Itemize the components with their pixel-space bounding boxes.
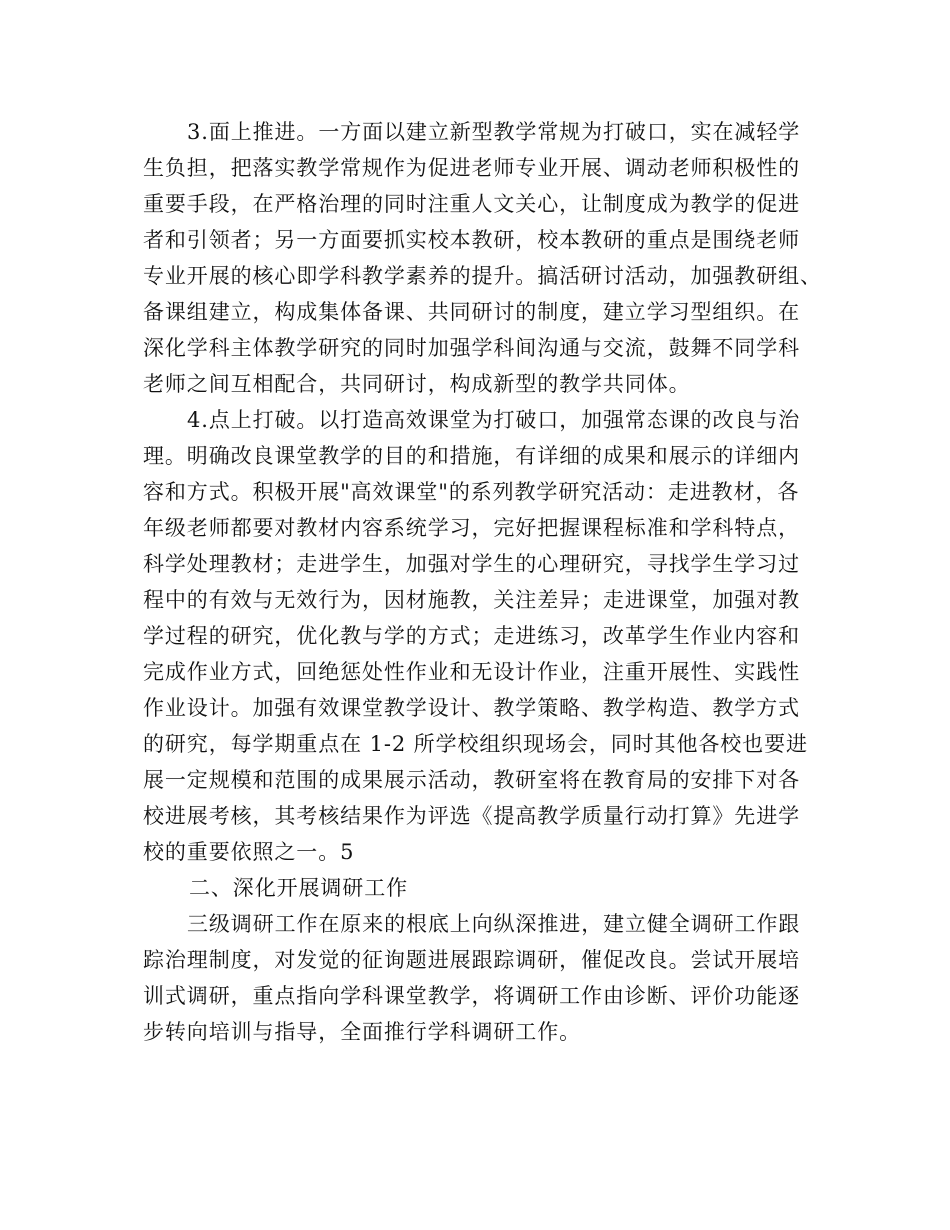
paragraph-3-line-4: 者和引领者；另一方面要抓实校本教研，校本教研的重点是围绕老师: [143, 228, 800, 252]
paragraph-4-line-10: 的研究，每学期重点在 1-2 所学校组织现场会，同时其他各校也要进: [143, 732, 808, 756]
paragraph-4-line-5: 科学处理教材；走进学生，加强对学生的心理研究，寻找学生学习过: [143, 552, 800, 576]
paragraph-4-line-13: 校的重要依照之一。5: [143, 840, 355, 864]
paragraph-4-line-8: 完成作业方式，回绝惩处性作业和无设计作业，注重开展性、实践性: [143, 660, 800, 684]
survey-paragraph-line-3: 训式调研，重点指向学科课堂教学，将调研工作由诊断、评价功能逐: [143, 984, 800, 1008]
paragraph-4-line-9: 作业设计。加强有效课堂教学设计、教学策略、教学构造、教学方式: [143, 696, 800, 720]
paragraph-3-line-5: 专业开展的核心即学科教学素养的提升。搞活研讨活动，加强教研组、: [143, 264, 822, 288]
paragraph-4-line-11: 展一定规模和范围的成果展示活动，教研室将在教育局的安排下对各: [143, 768, 800, 792]
paragraph-3-line-3: 重要手段，在严格治理的同时注重人文关心，让制度成为教学的促进: [143, 192, 800, 216]
paragraph-4-line-6: 程中的有效与无效行为，因材施教，关注差异；走进课堂，加强对教: [143, 588, 800, 612]
paragraph-4-line-7: 学过程的研究，优化教与学的方式；走进练习，改革学生作业内容和: [143, 624, 800, 648]
paragraph-4-line-2: 理。明确改良课堂教学的目的和措施，有详细的成果和展示的详细内: [143, 444, 800, 468]
paragraph-3-line-7: 深化学科主体教学研究的同时加强学科间沟通与交流，鼓舞不同学科: [143, 336, 800, 360]
paragraph-4-line-1: 4.点上打破。以打造高效课堂为打破口，加强常态课的改良与治: [187, 408, 801, 432]
section-heading: 二、深化开展调研工作: [189, 876, 408, 900]
paragraph-3-line-8: 老师之间互相配合，共同研讨，构成新型的教学共同体。: [143, 372, 691, 396]
survey-paragraph-line-2: 踪治理制度，对发觉的征询题进展跟踪调研，催促改良。尝试开展培: [143, 948, 800, 972]
paragraph-4-line-12: 校进展考核，其考核结果作为评选《提高教学质量行动打算》先进学: [143, 804, 800, 828]
survey-paragraph-line-4: 步转向培训与指导，全面推行学科调研工作。: [143, 1020, 581, 1044]
paragraph-3-line-6: 备课组建立，构成集体备课、共同研讨的制度，建立学习型组织。在: [143, 300, 800, 324]
survey-paragraph-line-1: 三级调研工作在原来的根底上向纵深推进，建立健全调研工作跟: [187, 912, 801, 936]
paragraph-4-line-3: 容和方式。积极开展"高效课堂"的系列教学研究活动：走进教材，各: [143, 480, 800, 504]
paragraph-4-line-4: 年级老师都要对教材内容系统学习，完好把握课程标准和学科特点，: [143, 516, 800, 540]
paragraph-3-line-1: 3.面上推进。一方面以建立新型教学常规为打破口，实在减轻学: [187, 120, 801, 144]
paragraph-3-line-2: 生负担，把落实教学常规作为促进老师专业开展、调动老师积极性的: [143, 156, 800, 180]
